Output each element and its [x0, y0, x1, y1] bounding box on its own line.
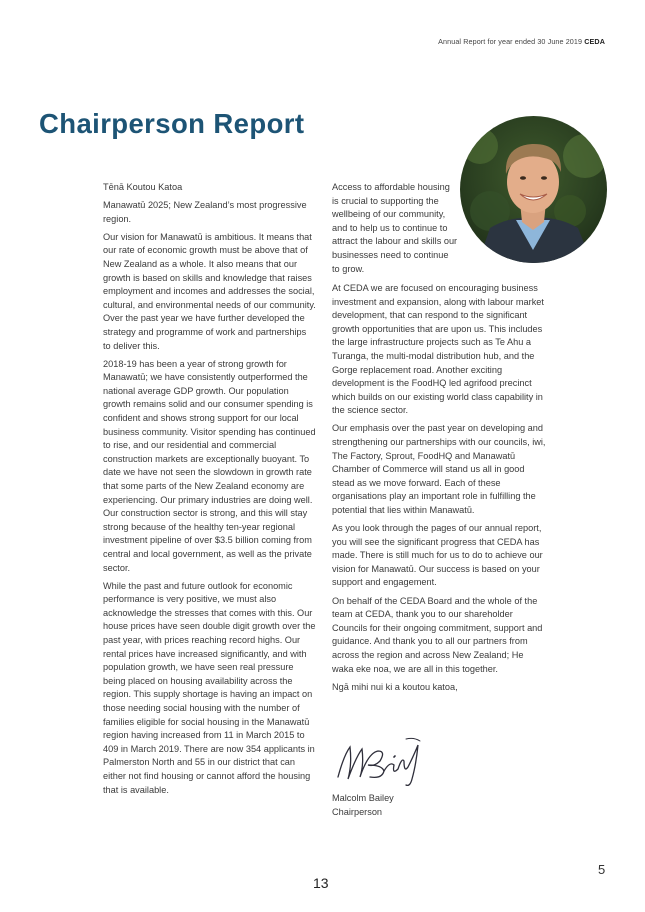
body-paragraph: As you look through the pages of our annual report, you will see the significant progress that CEDA has made. There is still much for us to do to achieve our vision for Manawatū. Our success is based on your support and engagement. — [332, 523, 543, 588]
body-paragraph: 2018-19 has been a year of strong growth for Manawatū; we have consistently outperformed the national average GDP growth. Our population growth remains solid and our consumer spending is confident and shows strong support for our local business community. Visitor spending has continued to rise, and our residential and commercial construction markets are exceptionally buoyant. To date we have not seen the slowdown in growth rate that some parts of the New Zealand economy are experiencing. Our primary industries are doing well. Our construction sector is strong, and this will stay strong because of the healthy ten-year regional investment pipeline of over $3.5 billion coming from central and local government, as well as the private sector. — [103, 358, 316, 573]
body-paragraph: Our emphasis over the past year on developing and strengthening our partnerships with our councils, iwi, The Factory, Sprout, FoodHQ and Manawatū Chamber of Commerce will stand us all in good stead as we move forward. Each of these organisations play an important role in fulfilling the potential that lies within Manawatū. — [332, 423, 546, 515]
signatory-name: Malcolm Bailey — [332, 793, 394, 803]
closing-line: Ngā mihi nui ki a koutou katoa, — [332, 681, 458, 692]
page-title: Chairperson Report — [39, 108, 305, 139]
signatory — [332, 792, 394, 819]
body-paragraph: Manawatū 2025; New Zealand’s most progressive region. — [103, 200, 307, 224]
report-column-right — [332, 282, 547, 699]
document-page-number: 13 — [313, 875, 329, 891]
body-paragraph: While the past and future outlook for economic performance is very positive, we must also acknowledge the stresses that comes with this. Our house prices have seen double digit growth over the past year, with prices reaching record highs. Our rental prices have increased significantly, and with population growth, we have seen real pressure being placed on housing availability across the region. This supply shortage is having an impact on those needing social housing with the number of families eligible for social housing in the Manawatū region having increased from 11 in March 2015 to 409 in March 2019. There are now 354 applicants in Palmerston North and 55 in our district that can either not find housing or cannot afford the housing that is available. — [103, 580, 316, 795]
chairperson-portrait-icon — [460, 116, 607, 263]
signatory-role: Chairperson — [332, 806, 383, 817]
report-page-number: 5 — [598, 862, 606, 877]
body-paragraph: On behalf of the CEDA Board and the whole of the team at CEDA, thank you to our shareholder Councils for their ongoing commitment, support and guidance. And thank you to all our partners from across the region and across New Zealand; He waka eke noa, we are all in this together. — [332, 595, 543, 674]
body-paragraph: Access to affordable housing is crucial to supporting the wellbeing of our community, and to help us to continue to attract the labour and skills our businesses need to continue to grow. — [332, 182, 458, 274]
body-paragraph: Our vision for Manawatū is ambitious. It means that our rate of economic growth must be above that of New Zealand as a whole. It also means that our growth is based on skills and knowledge that raises employment and incomes and addresses the social, cultural, and environmental needs of our community. Over the past year we have further developed the strategy and programme of work and partnerships to deliver this. — [103, 231, 316, 351]
body-paragraph: At CEDA we are focused on encouraging business investment and expansion, along with labour market development, that can respond to the significant growth opportunities that are upon us. This includes the large infrastructure projects such as Te Ahu a Turanga, the multi-modal distribution hub, and the Gorge replacement road. Another exciting development is the FoodHQ led agrifood precinct which builds on our existing world class capability in the science sector. — [332, 283, 544, 416]
greeting: Tēnā Koutou Katoa — [103, 182, 183, 192]
handwritten-signature-icon — [334, 735, 426, 790]
running-header-text: Annual Report for year ended 30 June 2019 — [438, 37, 583, 46]
report-column-left — [103, 181, 316, 802]
running-header-brand: CEDA — [584, 37, 605, 46]
report-column-right-top — [332, 181, 458, 281]
running-header — [438, 37, 605, 46]
